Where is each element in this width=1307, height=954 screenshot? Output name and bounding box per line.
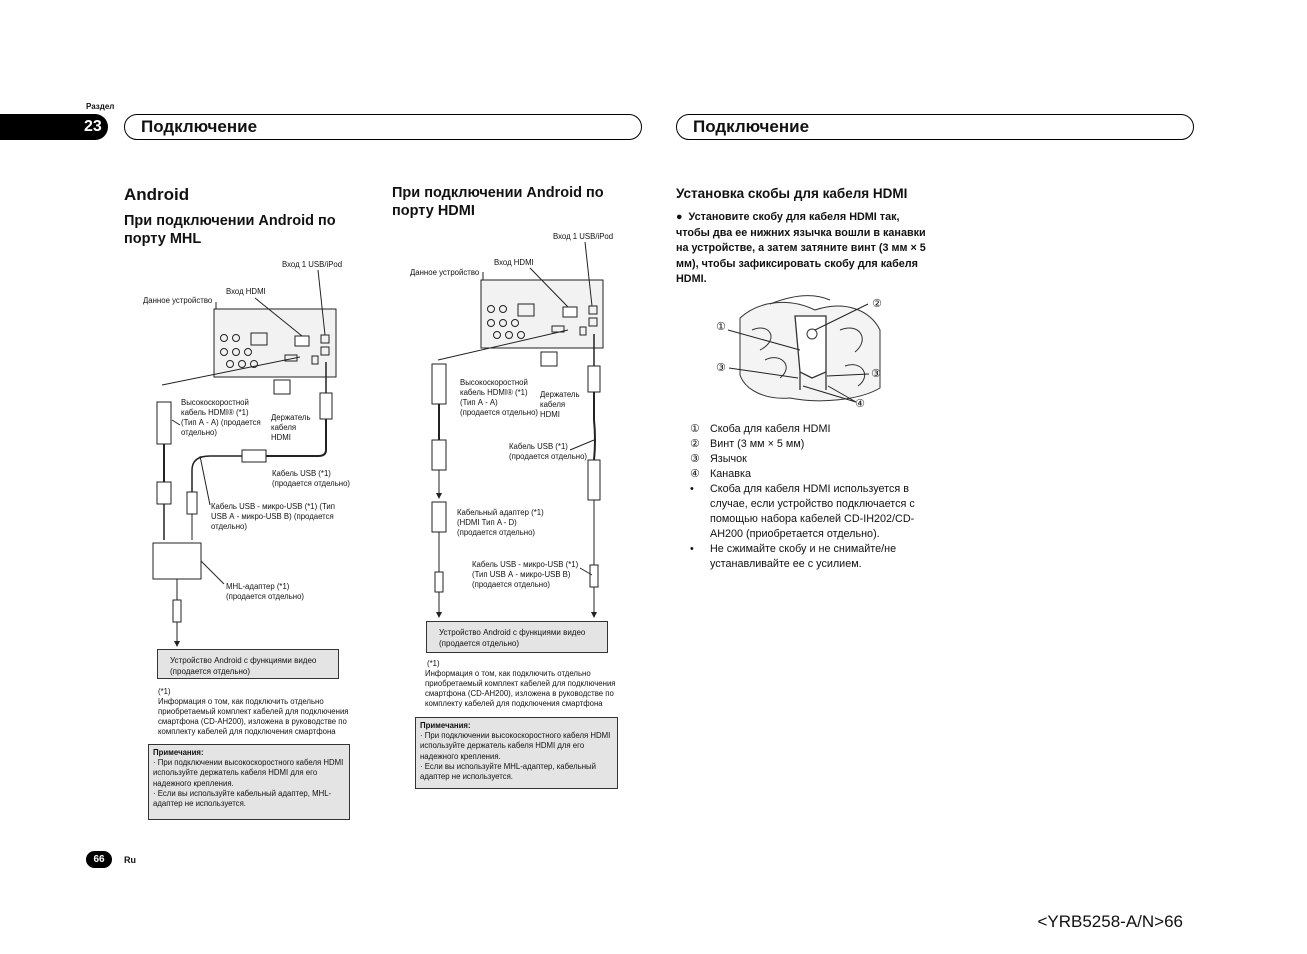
legend-mark: ① — [690, 423, 700, 435]
col2-notes — [415, 717, 618, 789]
col2-label-usb1: Вход 1 USB/iPod — [553, 232, 614, 241]
callout-3b: ③ — [871, 368, 881, 380]
legend-mark: ③ — [690, 453, 700, 465]
col2-label-holder: Держатель кабеля HDMI — [540, 390, 580, 419]
col1-label-mhl: MHL-адаптер (*1) (продается отдельно) — [226, 582, 305, 601]
col1-footnote: Информация о том, как подключить отдельно приобретаемый комплект кабелей для подключения смартфона (CD-AH200), изложена в руководстве по комплекту кабелей для подключения смартфона — [158, 697, 349, 736]
head-unit-2 — [481, 280, 603, 348]
legend-item — [690, 422, 930, 437]
col2-notes-title: Примечания: — [420, 721, 471, 730]
col1-label-micro-usb: Кабель USB - микро-USB (*1) (Тип USB А - микро-USB B) (продается отдельно) — [211, 502, 335, 531]
col1-note-text: При подключении высокоскоростного кабеля HDMI используйте держатель кабеля HDMI для его надежного крепления. — [153, 758, 344, 788]
col2-label-adapter: Кабельный адаптер (*1) (HDMI Тип A - D) (продается отдельно) — [457, 508, 544, 537]
col1-label-device: Данное устройство — [143, 296, 213, 305]
legend-text: Винт (3 мм × 5 мм) — [710, 438, 805, 450]
col2-note-text: При подключении высокоскоростного кабеля HDMI используйте держатель кабеля HDMI для его надежного крепления. — [420, 731, 611, 761]
document-code: <YRB5258-A/N>66 — [1037, 912, 1183, 931]
col3-legend — [690, 422, 930, 572]
legend-text: Канавка — [710, 468, 751, 480]
col3-title: Установка скобы для кабеля HDMI — [676, 186, 908, 201]
bracket-illustration — [728, 296, 880, 402]
language-code: Ru — [124, 855, 136, 865]
page-number-badge: 66 — [86, 851, 112, 868]
col1-notes — [148, 744, 350, 820]
col1-title: Android — [124, 185, 190, 204]
col3-instruction-text: Установите скобу для кабеля HDMI так, чтобы два ее нижних язычка вошли в канавки на устройстве, а затем затяните винт (3 мм × 5 мм), чтобы зафиксировать скобу для кабеля HDMI. — [676, 211, 926, 285]
legend-item — [690, 467, 930, 482]
bullet-item — [690, 542, 930, 572]
bullet-text: Не сжимайте скобу и не снимайте/не устанавливайте ее с усилием. — [710, 543, 897, 570]
legend-text: Язычок — [710, 453, 747, 465]
legend-item — [690, 437, 930, 452]
col1-label-hdmi-cable: Высокоскоростной кабель HDMI® (*1) (Тип А - А) (продается отдельно) — [181, 398, 261, 437]
col1-label-usb1: Вход 1 USB/iPod — [282, 260, 343, 269]
col1-label-hdmi-in: Вход HDMI — [226, 287, 266, 296]
col2-note-item: · Если вы используйте MHL-адаптер, кабельный адаптер не используется. — [420, 761, 596, 782]
legend-mark: ④ — [690, 468, 700, 480]
col1-notes-title: Примечания: — [153, 748, 204, 757]
callout-4: ④ — [855, 398, 865, 410]
head-unit-1 — [214, 309, 336, 377]
col2-footnote: Информация о том, как подключить отдельно приобретаемый комплект кабелей для подключения смартфона (CD-AH200), изложена в руководстве по комплекту кабелей для подключения смартфона — [425, 669, 616, 708]
bullet-item — [690, 482, 930, 542]
col1-footnote-mark: (*1) — [158, 687, 171, 696]
callout-3a: ③ — [716, 362, 726, 374]
col2-footnote-mark: (*1) — [427, 659, 440, 668]
col2-label-micro-usb: Кабель USB - микро-USB (*1) (Тип USB А - микро-USB B) (продается отдельно) — [472, 560, 579, 589]
bullet-icon: • — [690, 483, 694, 495]
legend-mark: ② — [690, 438, 700, 450]
col2-note-text: Если вы используйте MHL-адаптер, кабельный адаптер не используется. — [420, 761, 596, 782]
col2-label-hdmi-in: Вход HDMI — [494, 258, 534, 267]
col3-instruction — [676, 210, 926, 288]
col1-note-item: · Если вы используйте кабельный адаптер, MHL-адаптер не используется. — [153, 788, 332, 809]
col1-note-text: Если вы используйте кабельный адаптер, MHL-адаптер не используется. — [153, 788, 332, 809]
page-title-left: Подключение — [124, 114, 642, 140]
bullet-icon: • — [690, 543, 694, 555]
page-title-right: Подключение — [676, 114, 1194, 140]
col1-subtitle: При подключении Android по порту MHL — [124, 213, 336, 247]
col1-label-usb-cable: Кабель USB (*1) (продается отдельно) — [272, 469, 351, 488]
bullet-dot-icon: ● — [676, 211, 689, 223]
callout-1: ① — [716, 321, 726, 333]
callout-2: ② — [872, 298, 882, 310]
col2-label-hdmi-cable: Высокоскоростной кабель HDMI® (*1) (Тип А - А) (продается отдельно) — [460, 378, 539, 417]
col1-device-box: Устройство Android с функциями видео (продается отдельно) — [157, 649, 339, 679]
col2-label-device: Данное устройство — [410, 268, 480, 277]
col1-label-holder: Держатель кабеля HDMI — [271, 413, 311, 442]
col1-note-item: · При подключении высокоскоростного кабеля HDMI используйте держатель кабеля HDMI для его надежного крепления. — [153, 758, 344, 788]
col2-note-item: · При подключении высокоскоростного кабеля HDMI используйте держатель кабеля HDMI для его надежного крепления. — [420, 731, 611, 761]
col2-device-box: Устройство Android с функциями видео (продается отдельно) — [426, 621, 608, 653]
col2-title: При подключении Android по порту HDMI — [392, 185, 604, 219]
section-label: Раздел — [86, 102, 115, 111]
legend-item — [690, 452, 930, 467]
section-number-badge: 23 — [0, 114, 108, 140]
col2-label-usb-cable: Кабель USB (*1) (продается отдельно) — [509, 442, 588, 461]
legend-text: Скоба для кабеля HDMI — [710, 423, 831, 435]
bullet-text: Скоба для кабеля HDMI используется в случае, если устройство подключается с помощью набора кабелей CD-IH202/CD-AH200 (приобретается отдельно). — [710, 483, 915, 540]
